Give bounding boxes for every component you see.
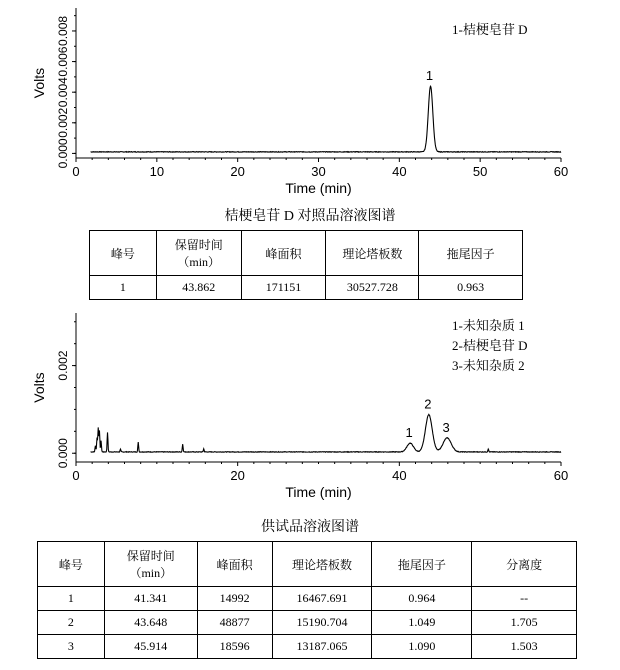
peak-label: 3 xyxy=(442,419,450,435)
legend-entry: 1-桔梗皂苷 D xyxy=(452,22,528,37)
legend-entry: 3-未知杂质 2 xyxy=(452,358,525,373)
table-cell: 45.914 xyxy=(104,635,197,659)
y-tick-label: 0.006 xyxy=(56,46,70,77)
table-cell: 16467.691 xyxy=(272,587,372,611)
x-axis-label: Time (min) xyxy=(285,180,352,196)
x-tick-label: 50 xyxy=(472,164,488,179)
column-header: 拖尾因子 xyxy=(372,542,472,587)
table-cell: 0.964 xyxy=(372,587,472,611)
sample-results-table xyxy=(37,541,577,659)
table-cell: 1 xyxy=(38,587,105,611)
x-tick-label: 10 xyxy=(149,164,165,179)
table-header-row xyxy=(38,542,577,587)
reference-chromatogram-caption: 桔梗皂苷 D 对照品溶液图谱 xyxy=(224,209,396,224)
x-axis-label: Time (min) xyxy=(285,484,352,500)
reference-chromatogram xyxy=(0,0,620,205)
table-cell: 1.090 xyxy=(372,635,472,659)
table-cell: 43.862 xyxy=(156,276,241,300)
table-row xyxy=(90,276,523,300)
column-header: 峰号 xyxy=(90,231,157,276)
x-tick-label: 30 xyxy=(311,164,326,179)
y-tick-label: 0.004 xyxy=(56,77,70,108)
x-tick-label: 20 xyxy=(230,164,245,179)
column-header: 峰面积 xyxy=(197,542,272,587)
table-cell: 1.705 xyxy=(472,611,577,635)
y-tick-label: 0.008 xyxy=(56,15,70,46)
table-header-row xyxy=(90,231,523,276)
table-cell: 18596 xyxy=(197,635,272,659)
sample-chromatogram xyxy=(0,305,620,515)
x-tick-label: 60 xyxy=(553,468,569,483)
table-cell: 1.049 xyxy=(372,611,472,635)
table-cell: 3 xyxy=(38,635,105,659)
sample-chromatogram-caption: 供试品溶液图谱 xyxy=(261,520,359,535)
column-header: 峰面积 xyxy=(241,231,326,276)
y-tick-label: 0.000 xyxy=(56,138,70,169)
column-header: 保留时间 （min） xyxy=(156,231,241,276)
peak-label: 1 xyxy=(405,425,413,441)
table-cell: 171151 xyxy=(241,276,326,300)
x-tick-label: 20 xyxy=(230,468,245,483)
table-cell: 1 xyxy=(90,276,157,300)
table-cell: 13187.065 xyxy=(272,635,372,659)
x-tick-label: 0 xyxy=(72,468,80,483)
table-cell: 2 xyxy=(38,611,105,635)
table-row xyxy=(38,635,577,659)
peak-label: 1 xyxy=(425,68,434,84)
table-cell: 15190.704 xyxy=(272,611,372,635)
table-row xyxy=(38,611,577,635)
chromatogram-trace xyxy=(91,414,561,452)
x-tick-label: 40 xyxy=(392,164,407,179)
legend-entry: 2-桔梗皂苷 D xyxy=(452,338,528,353)
y-tick-label: 0.002 xyxy=(56,350,70,381)
column-header: 保留时间 （min） xyxy=(104,542,197,587)
column-header: 分离度 xyxy=(472,542,577,587)
peak-label: 2 xyxy=(424,396,432,412)
y-tick-label: 0.000 xyxy=(56,438,70,469)
reference-results-table xyxy=(89,230,523,300)
table-cell: -- xyxy=(472,587,577,611)
chromatogram-trace xyxy=(91,86,561,152)
x-tick-label: 60 xyxy=(553,164,569,179)
table-cell: 30527.728 xyxy=(326,276,419,300)
x-tick-label: 40 xyxy=(392,468,407,483)
column-header: 理论塔板数 xyxy=(326,231,419,276)
column-header: 理论塔板数 xyxy=(272,542,372,587)
table-cell: 14992 xyxy=(197,587,272,611)
table-row xyxy=(38,587,577,611)
table-cell: 0.963 xyxy=(419,276,523,300)
column-header: 峰号 xyxy=(38,542,105,587)
table-cell: 48877 xyxy=(197,611,272,635)
column-header: 拖尾因子 xyxy=(419,231,523,276)
x-tick-label: 0 xyxy=(72,164,80,179)
y-tick-label: 0.002 xyxy=(56,107,70,138)
legend-entry: 1-未知杂质 1 xyxy=(452,318,525,333)
table-cell: 43.648 xyxy=(104,611,197,635)
table-cell: 1.503 xyxy=(472,635,577,659)
y-axis-label: Volts xyxy=(31,372,47,403)
y-axis-label: Volts xyxy=(31,67,47,99)
table-cell: 41.341 xyxy=(104,587,197,611)
